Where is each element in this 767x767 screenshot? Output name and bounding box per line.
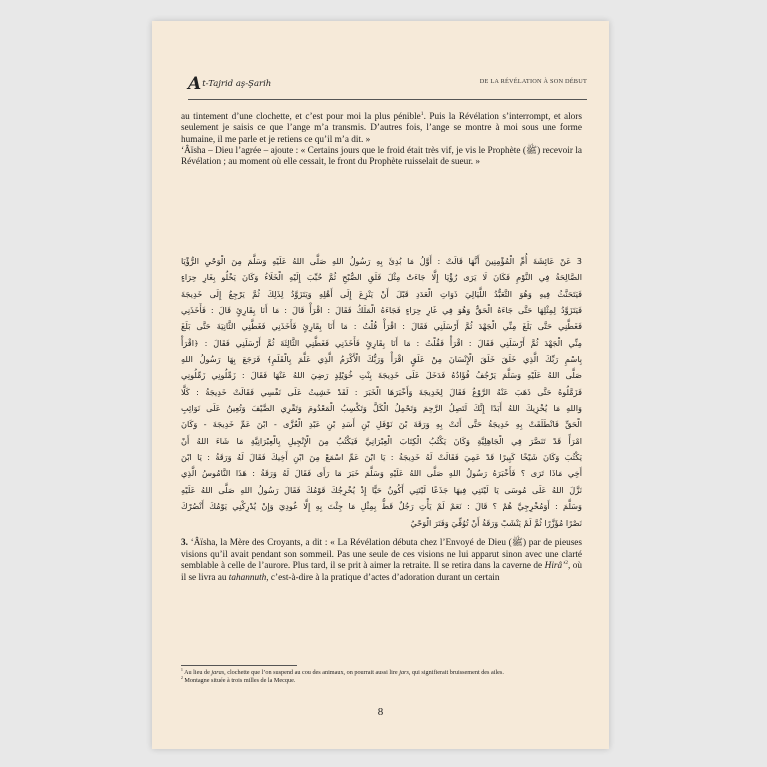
- footnote-number: 2: [181, 676, 183, 681]
- term-jars: jars: [399, 669, 409, 676]
- arabic-line: بِاسْمِ رَبِّكَ الَّذِي خَلَقَ خَلَقَ الْإِنْسَانَ مِنْ عَلَقٍ اقْرَأْ وَرَبُّكَ الْأَكْرَمُ الَّذِي عَلَّمَ بِالْقَلَمِ﴾ فَرَجَعَ بِهَا رَسُولُ اللهِ: [181, 354, 582, 365]
- arabic-line: مِنِّي الْجَهْدَ ثُمَّ أَرْسَلَنِي فَقَالَ : اقْرَأْ فَقُلْتُ : مَا أَنَا بِقَارِئٍ فَأَخَذَنِي فَغَطَّنِي الثَّالِثَةَ ثُمَّ أَرْسَلَنِي فَقَالَ : ﴿اقْرَأْ: [181, 337, 582, 348]
- arabic-line: فَزَمَّلُوهُ حَتَّى ذَهَبَ عَنْهُ الرَّوْعُ فَقَالَ لِخَدِيجَةَ وَأَخْبَرَهَا الْخَبَرَ : لَقَدْ خَشِيتُ عَلَى نَفْسِي فَقَالَتْ خَدِيجَةُ : كَلَّا: [181, 386, 582, 397]
- term-tahannuth: tahannuth: [228, 572, 267, 583]
- arabic-hadith-text: [181, 253, 582, 531]
- hadith-number: 3.: [181, 538, 188, 548]
- text-segment: Au lieu de: [182, 669, 212, 676]
- french-translation-paragraph: [181, 538, 582, 584]
- arabic-line: امْرَأً قَدْ تَنَصَّرَ فِي الْجَاهِلِيَّةِ وَكَانَ يَكْتُبُ الْكِتَابَ الْعِبْرَانِيَّ فَيَكْتُبُ مِنَ الْإِنْجِيلِ بِالْعِبْرَانِيَّةِ مَا شَاءَ اللهُ أَنْ: [181, 435, 582, 446]
- text-segment: , clochette que l’on suspend au cou des animaux, on pourrait aussi lire: [224, 669, 400, 676]
- footnote-rule: [181, 665, 297, 666]
- term-jaras: jaras: [211, 669, 225, 676]
- place-name: Hirâ’: [544, 561, 566, 572]
- text-segment: Montagne située à trois milles de la Mecque.: [182, 677, 296, 685]
- arabic-line: فَغَطَّنِي حَتَّى بَلَغَ مِنِّي الْجَهْدَ ثُمَّ أَرْسَلَنِي فَقَالَ : اقْرَأْ قُلْتُ : مَا أَنَا بِقَارِئٍ فَأَخَذَنِي فَغَطَّنِي الثَّانِيَةَ حَتَّى بَلَغَ: [181, 321, 582, 332]
- footnotes: [181, 669, 582, 686]
- arabic-line: فَيَتَحَنَّثُ فِيهِ وَهُوَ التَّعَبُّدُ اللَّيَالِيَ ذَوَاتِ الْعَدَدِ قَبْلَ أَنْ يَنْزِعَ إِلَى أَهْلِهِ وَيَتَزَوَّدُ لِذَلِكَ ثُمَّ يَرْجِعُ إِلَى خَدِيجَةَ: [181, 288, 582, 299]
- arabic-line: وَاللهِ مَا يُخْزِيكَ اللهُ أَبَدًا إِنَّكَ لَتَصِلُ الرَّحِمَ وَتَحْمِلُ الْكَلَّ وَتَكْسِبُ الْمَعْدُومَ وَتَقْرِي الضَّيْفَ وَتُعِينُ عَلَى نَوَائِبِ: [181, 403, 582, 414]
- page-number: 8: [377, 706, 384, 718]
- logo-text: t-Tajrid aş-Şarih: [202, 79, 272, 89]
- arabic-line: الصَّالِحَةُ فِي النَّوْمِ فَكَانَ لَا يَرَى رُؤْيَا إِلَّا جَاءَتْ مِثْلَ فَلَقِ الصُّبْحِ ثُمَّ حُبِّبَ إِلَيْهِ الْخَلَاءُ وَكَانَ يَخْلُو بِغَارِ حِرَاءٍ: [181, 272, 582, 283]
- footnote-ref-2[interactable]: 2: [565, 560, 568, 567]
- arabic-line: نَصْرًا مُؤَزَّرًا ثُمَّ لَمْ يَنْشَبْ وَرَقَةُ أَنْ تُوُفِّيَ وَفَتَرَ الْوَحْيُ: [410, 517, 582, 528]
- arabic-line: نَزَّلَ اللهُ عَلَى مُوسَى يَا لَيْتَنِي فِيهَا جَذَعًا لَيْتَنِي أَكُونُ حَيًّا إِذْ يُخْرِجُكَ قَوْمُكَ فَقَالَ رَسُولُ اللهِ صَلَّى اللهُ عَلَيْهِ: [181, 484, 582, 495]
- footnote-2: [181, 677, 582, 685]
- arabic-line: وَسَلَّمَ : أَوَمُخْرِجِيَّ هُمْ ؟ قَالَ : نَعَمْ لَمْ يَأْتِ رَجُلٌ قَطُّ بِمِثْلِ مَا جِئْتَ بِهِ إِلَّا عُودِيَ وَإِنْ يُدْرِكْنِي يَوْمُكَ أَنْصُرْكَ: [181, 501, 582, 512]
- text-segment: . Puis la Révélation s’interrompt, et alors seulement je saisis ce que l’ange m’a transmis. D’autres fois, l’ange se montre à moi sous une forme humaine, il me parle et je retiens ce qu’il m’a dit. »: [181, 112, 582, 145]
- arabic-line: يَكْتُبَ وَكَانَ شَيْخًا كَبِيرًا قَدْ عَمِيَ فَقَالَتْ لَهُ خَدِيجَةُ : يَا ابْنَ عَمِّ اسْمَعْ مِنَ ابْنِ أَخِيكَ فَقَالَ لَهُ وَرَقَةُ : يَا ابْنَ: [181, 452, 582, 463]
- paragraph-text: [181, 538, 582, 584]
- logo-initial: A: [188, 74, 202, 94]
- paragraph-text: [181, 112, 582, 146]
- text-segment: , où il se livra au: [181, 561, 583, 583]
- arabic-line: فَيَتَزَوَّدُ لِمِثْلِهَا حَتَّى جَاءَهُ الْحَقُّ وَهُوَ فِي غَارِ حِرَاءٍ فَجَاءَهُ الْمَلَكُ فَقَالَ : اقْرَأْ قَالَ : مَا أَنَا بِقَارِئٍ قَالَ : فَأَخَذَنِي: [181, 305, 582, 316]
- header-rule: [188, 99, 587, 100]
- arabic-line: 3 عَنْ عَائِشَةَ أُمِّ الْمُؤْمِنِينَ أَنَّهَا قَالَتْ : أَوَّلُ مَا بُدِئَ بِهِ رَسُولُ اللهِ صَلَّى اللهُ عَلَيْهِ وَسَلَّمَ مِنَ الْوَحْيِ الرُّؤْيَا: [181, 256, 582, 266]
- arabic-line: أَخِي مَاذَا تَرَى ؟ فَأَخْبَرَهُ رَسُولُ اللهِ صَلَّى اللهُ عَلَيْهِ وَسَلَّمَ خَبَرَ مَا رَأَى فَقَالَ لَهُ وَرَقَةُ : هَذَا النَّامُوسُ الَّذِي: [181, 468, 582, 479]
- french-paragraph-continuation: [181, 112, 582, 169]
- book-logo: [188, 74, 271, 94]
- page-header: [188, 76, 587, 98]
- text-segment: au tintement d’une clochette, et c’est pour moi la plus pénible: [181, 112, 421, 122]
- text-segment: , qui signifierait bruissement des ailes.: [408, 669, 504, 676]
- paragraph-text: ‘Âïsha – Dieu l’agrée – ajoute : « Certains jours que le froid était très vif, je vis le Prophète (ﷺ) recevoir la Révélation ; au moment où elle cessait, le front du Prophète ruisselait de sueur. »: [181, 146, 582, 168]
- arabic-line: صَلَّى اللهُ عَلَيْهِ وَسَلَّمَ يَرْجُفُ فُؤَادُهُ فَدَخَلَ عَلَى خَدِيجَةَ بِنْتِ خُوَيْلِدٍ رَضِيَ اللهُ عَنْهَا فَقَالَ : زَمِّلُونِي زَمِّلُونِي: [181, 370, 582, 381]
- footnote-number: 1: [181, 667, 183, 672]
- text-segment: ‘Âïsha, la Mère des Croyants, a dit : « La Révélation débuta chez l’Envoyé de Dieu (ﷺ) par de pieuses visions qu’il avait pendant son sommeil. Pas une seule de ces visions ne lui apparut sinon avec une clarté semblable à celle de l’aurore. Plus tard, il se prit à aimer la retraite. Il se retira dans la caverne de: [181, 538, 582, 572]
- footnote-ref-1[interactable]: 1: [420, 110, 424, 117]
- text-segment: , c’est-à-dire à la pratique d’actes d’adoration durant un certain: [266, 572, 500, 583]
- arabic-line: الْحَقِّ فَانْطَلَقَتْ بِهِ خَدِيجَةُ حَتَّى أَتَتْ بِهِ وَرَقَةَ بْنَ نَوْفَلِ بْنِ أَسَدِ بْنِ عَبْدِ الْعُزَّى - ابْنَ عَمِّ خَدِيجَةَ - وَكَانَ: [181, 419, 582, 430]
- book-page: [152, 21, 609, 749]
- running-title: DE LA RÉVÉLATION À SON DÉBUT: [479, 78, 587, 85]
